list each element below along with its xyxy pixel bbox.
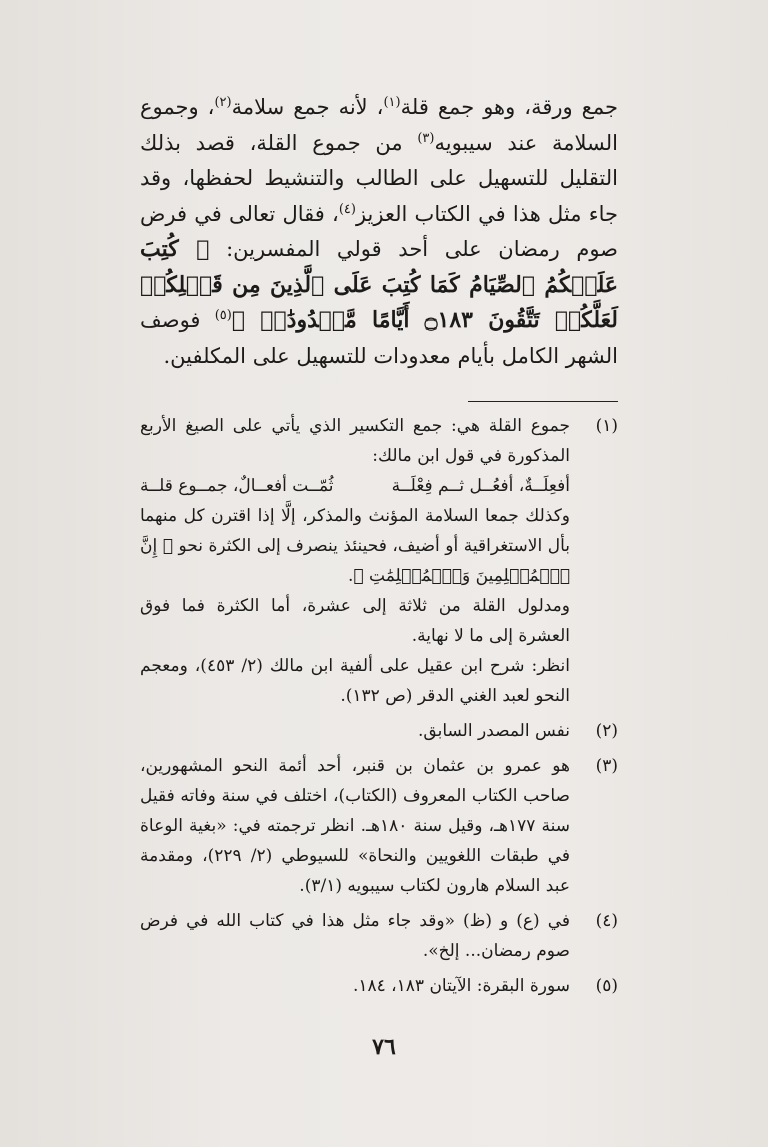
footnote-separator (468, 401, 618, 402)
footnote-4 (140, 906, 618, 966)
footnote-3 (140, 751, 618, 901)
footnote-text: وكذلك جمعا السلامة المؤنث والمذكر، إلَّا إذا اقترن كل منهما بأل الاستغراقية أو أضيف، فحينئذ ينصرف إلى الكثرة نحو ﴿ إِنَّ ٱلۡمُسۡلِمِينَ وَٱلۡمُسۡلِمَٰتِ ﴾. (140, 506, 570, 586)
page-number: ٧٦ (372, 1034, 396, 1060)
poetry-hemistich-first: أفعِلَــةٌ، أفعُــل ثــم فِعْلَــة (391, 476, 570, 496)
footnote-ref: (٢) (214, 95, 232, 110)
footnote-text: جموع القلة هي: جمع التكسير الذي يأتي على الصيغ الأربع المذكورة في قول ابن مالك: (140, 416, 570, 466)
footnote-ref: (٥) (214, 308, 232, 323)
footnote-ref: (٤) (338, 201, 356, 217)
footnote-ref: (٣) (417, 130, 435, 146)
footnote-number: (٢) (595, 721, 618, 741)
text-segment: ، لأنه جمع سلامة (231, 95, 384, 119)
quran-verse: ﴿ كُتِبَ عَلَيۡكُمُ ٱلصِّيَامُ كَمَا كُتِبَ عَلَى ٱلَّذِينَ مِن قَبۡلِكُمۡ لَعَلَّكُمۡ تَتَّقُونَ ۝١٨٣ أَيَّامًا مَّعۡدُودَٰتٖ ﴾ (140, 236, 618, 333)
poetry-verse (140, 471, 570, 501)
footnote-text: هو عمرو بن عثمان بن قنبر، أحد أئمة النحو المشهورين، صاحب الكتاب المعروف (الكتاب)، اختلف في سنة وفاته فقيل سنة ١٧٧هـ، وقيل سنة ١٨٠هـ. انظر ترجمته في: «بغية الوعاة في طبقات اللغويين والنحاة» للسيوطي (٢/ ٢٢٩)، ومقدمة عبد السلام هارون لكتاب سيبويه (٣/١). (140, 756, 570, 896)
footnote-text: في (ع) و (ظ) «وقد جاء مثل هذا في كتاب الله في فرض صوم رمضان... إلخ». (140, 911, 570, 961)
text-segment: من جموع القلة، قصد بذلك التقليل للتسهيل على الطالب والتنشيط لحفظها، وقد جاء مثل هذا في الكتاب العزيز (140, 130, 618, 226)
footnote-body (140, 411, 570, 711)
footnote-5 (140, 971, 618, 1001)
text-segment: فوصف الشهر الكامل بأيام معدودات للتسهيل على المكلفين. (140, 308, 618, 368)
footnote-2 (140, 716, 618, 746)
text-segment: ، وجموع السلامة عند سيبويه (140, 95, 618, 155)
footnote-1 (140, 411, 618, 711)
poetry-hemistich-second: ثُمّــت أفعــالٌ، جمــوع قلــة (140, 476, 334, 496)
footnotes (140, 411, 618, 1006)
main-paragraph (140, 90, 618, 374)
text-segment: ، فقال تعالى في فرض صوم رمضان على أحد قولي المفسرين: (140, 201, 618, 261)
footnote-number: (٥) (595, 976, 618, 996)
footnote-number: (٤) (595, 911, 618, 931)
main-text (140, 90, 618, 374)
footnote-number: (١) (595, 416, 618, 436)
footnote-ref: (١) (383, 95, 401, 110)
footnote-text: نفس المصدر السابق. (418, 721, 570, 741)
footnote-number: (٣) (595, 756, 618, 776)
footnote-text: ومدلول القلة من ثلاثة إلى عشرة، أما الكثرة فما فوق العشرة إلى ما لا نهاية. (140, 596, 570, 646)
footnote-text: انظر: شرح ابن عقيل على ألفية ابن مالك (٢/ ٤٥٣)، ومعجم النحو لعبد الغني الدقر (ص ١٣٢). (140, 656, 570, 706)
footnote-text: سورة البقرة: الآيتان ١٨٣، ١٨٤. (352, 976, 570, 996)
text-segment: جمع ورقة، وهو جمع قلة (400, 95, 618, 119)
